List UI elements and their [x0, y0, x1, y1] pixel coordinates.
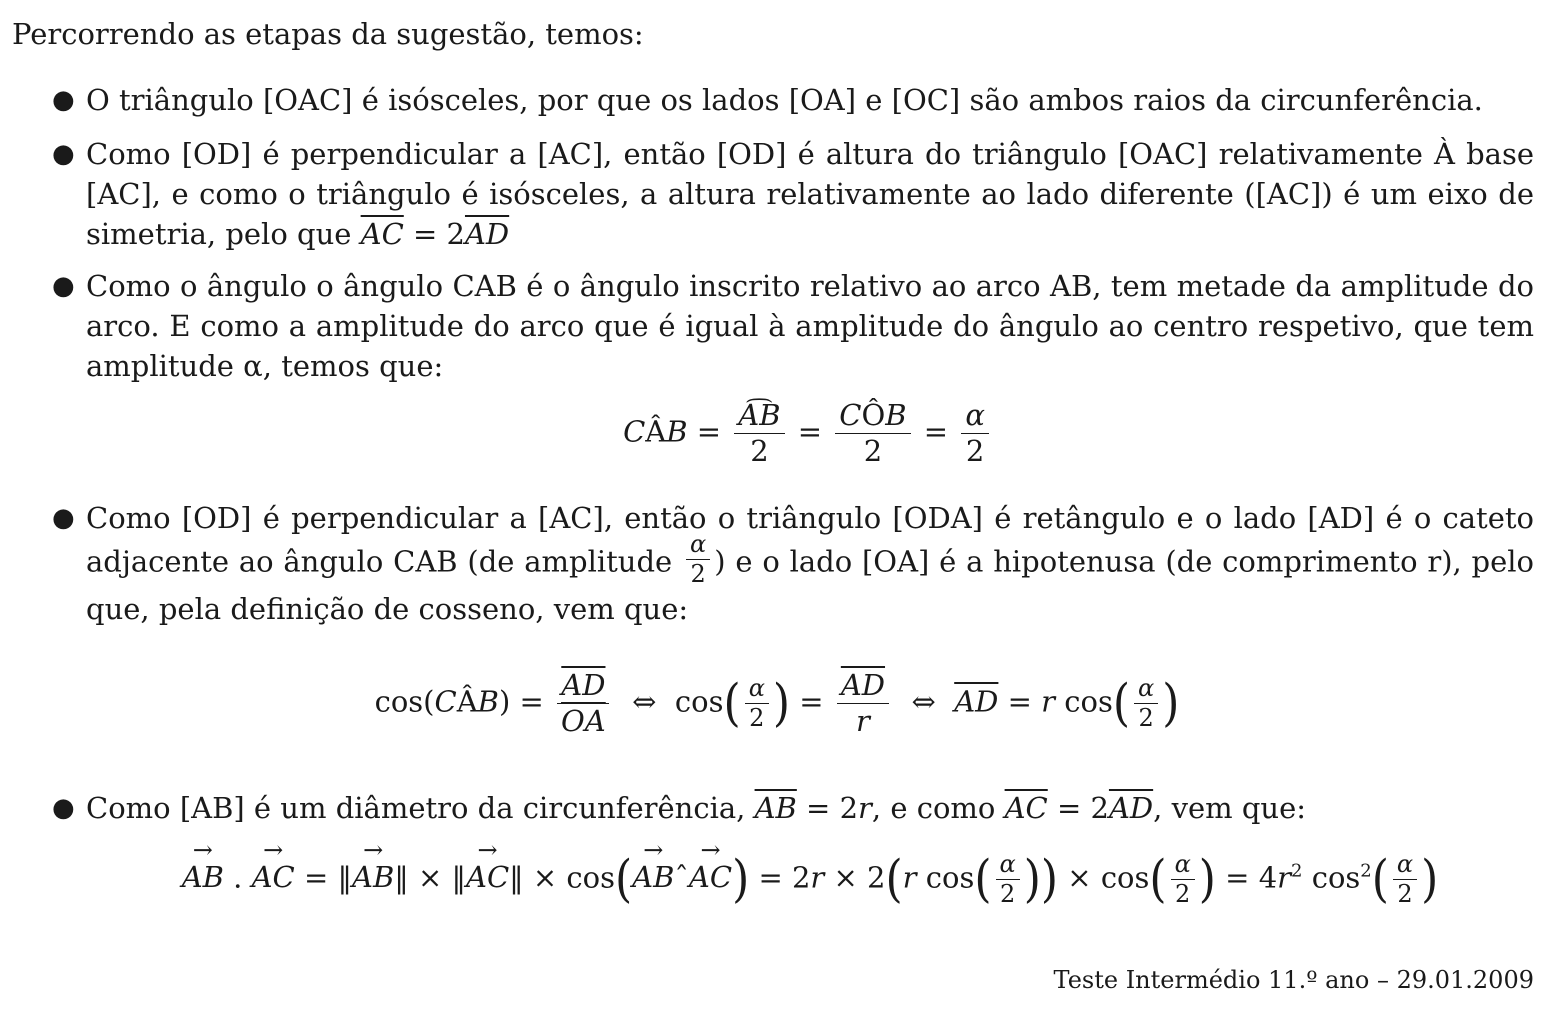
- equation-dot-product: → AB . → AC = ‖→ AB‖ × ‖→ AC‖ × cos(→ ABˆ→ AC) = 2r × 2(r cos( $\frac{\alpha}{2}$ )) × cos( $\frac{\alpha}{2}$ ) = $4r^2$ $\cos^2$( $\frac{\alpha}{2}$ ): [30, 850, 1560, 909]
- bullet-5-text-c: , vem que:: [1153, 791, 1307, 825]
- formula-ac-2ad: $\overline{AC} = 2\overline{AD}$: [360, 217, 510, 251]
- intro-text: Percorrendo as etapas da sugestão, temos:: [12, 17, 644, 51]
- bullet-4-text-b: ) e o lado [OA] é a hipotenusa (de comprimento r), pelo que, pela definição de cosseno, vem que:: [86, 544, 1534, 626]
- bullet-5-text-a: Como [AB] é um diâmetro da circunferência,: [86, 791, 746, 825]
- bullet-dot: ●: [52, 85, 75, 115]
- bullet-5: ● Como [AB] é um diâmetro da circunferência, $\overline{AB} = 2r$, e como $\overline{AC} = 2\overline{AD}$, vem que:: [86, 788, 1534, 828]
- bullet-4: ● Como [OD] é perpendicular a [AC], então o triângulo [ODA] é retângulo e o lado [AD] é o cateto adjacente ao ângulo CAB (de amplitude $\frac{\alpha}{2}$ ) e o lado [OA] é a hipotenusa (de comprimento r), pelo que, pela definição de cosseno, vem que:: [86, 498, 1534, 629]
- bullet-5-text-b: , e como: [871, 791, 996, 825]
- bullet-dot: ●: [52, 793, 75, 823]
- bullet-dot: ●: [52, 271, 75, 301]
- bullet-3: [52, 266, 1534, 386]
- bullet-1: [52, 80, 1534, 120]
- bullet-1-text: O triângulo [OAC] é isósceles, por que os lados [OA] e [OC] são ambos raios da circunferência.: [86, 83, 1483, 117]
- footer-source: Teste Intermédio 11.º ano – 29.01.2009: [1053, 966, 1534, 994]
- bullet-dot: ●: [52, 139, 75, 169]
- bullet-4-text-a: Como [OD] é perpendicular a [AC], então o triângulo [ODA] é retângulo e o lado [AD] é o cateto adjacente ao ângulo CAB (de amplitude: [86, 501, 1534, 579]
- bullet-3-text: Como o ângulo o ângulo CAB é o ângulo inscrito relativo ao arco AB, tem metade da amplitude do arco. E como a amplitude do arco que é igual à amplitude do ângulo ao centro respetivo, que tem amplitude α, temos que:: [86, 269, 1534, 383]
- bullet-dot: ●: [52, 503, 75, 533]
- bullet-2-text: Como [OD] é perpendicular a [AC], então [OD] é altura do triângulo [OAC] relativamente À base [AC], e como o triângulo é isósceles, a altura relativamente ao lado diferente ([AC]) é um eixo de simetria, pelo que: [86, 137, 1534, 251]
- equation-cosine: cos(CÂB) = $\frac{\overline{AD}}{OA}$ ⇔ cos( $\frac{\alpha}{2}$ ) = $\frac{\overline{AD}}{r}$ ⇔ $\overline{AD} = r$ cos( $\frac{\alpha}{2}$ ): [374, 668, 1180, 738]
- equation-cab: CÂB = $\frac{AB}{2}$ = $\frac{\text{CÔB}}{2}$ = $\frac{\alpha}{2}$: [28, 398, 1560, 469]
- bullet-2: [52, 134, 1534, 254]
